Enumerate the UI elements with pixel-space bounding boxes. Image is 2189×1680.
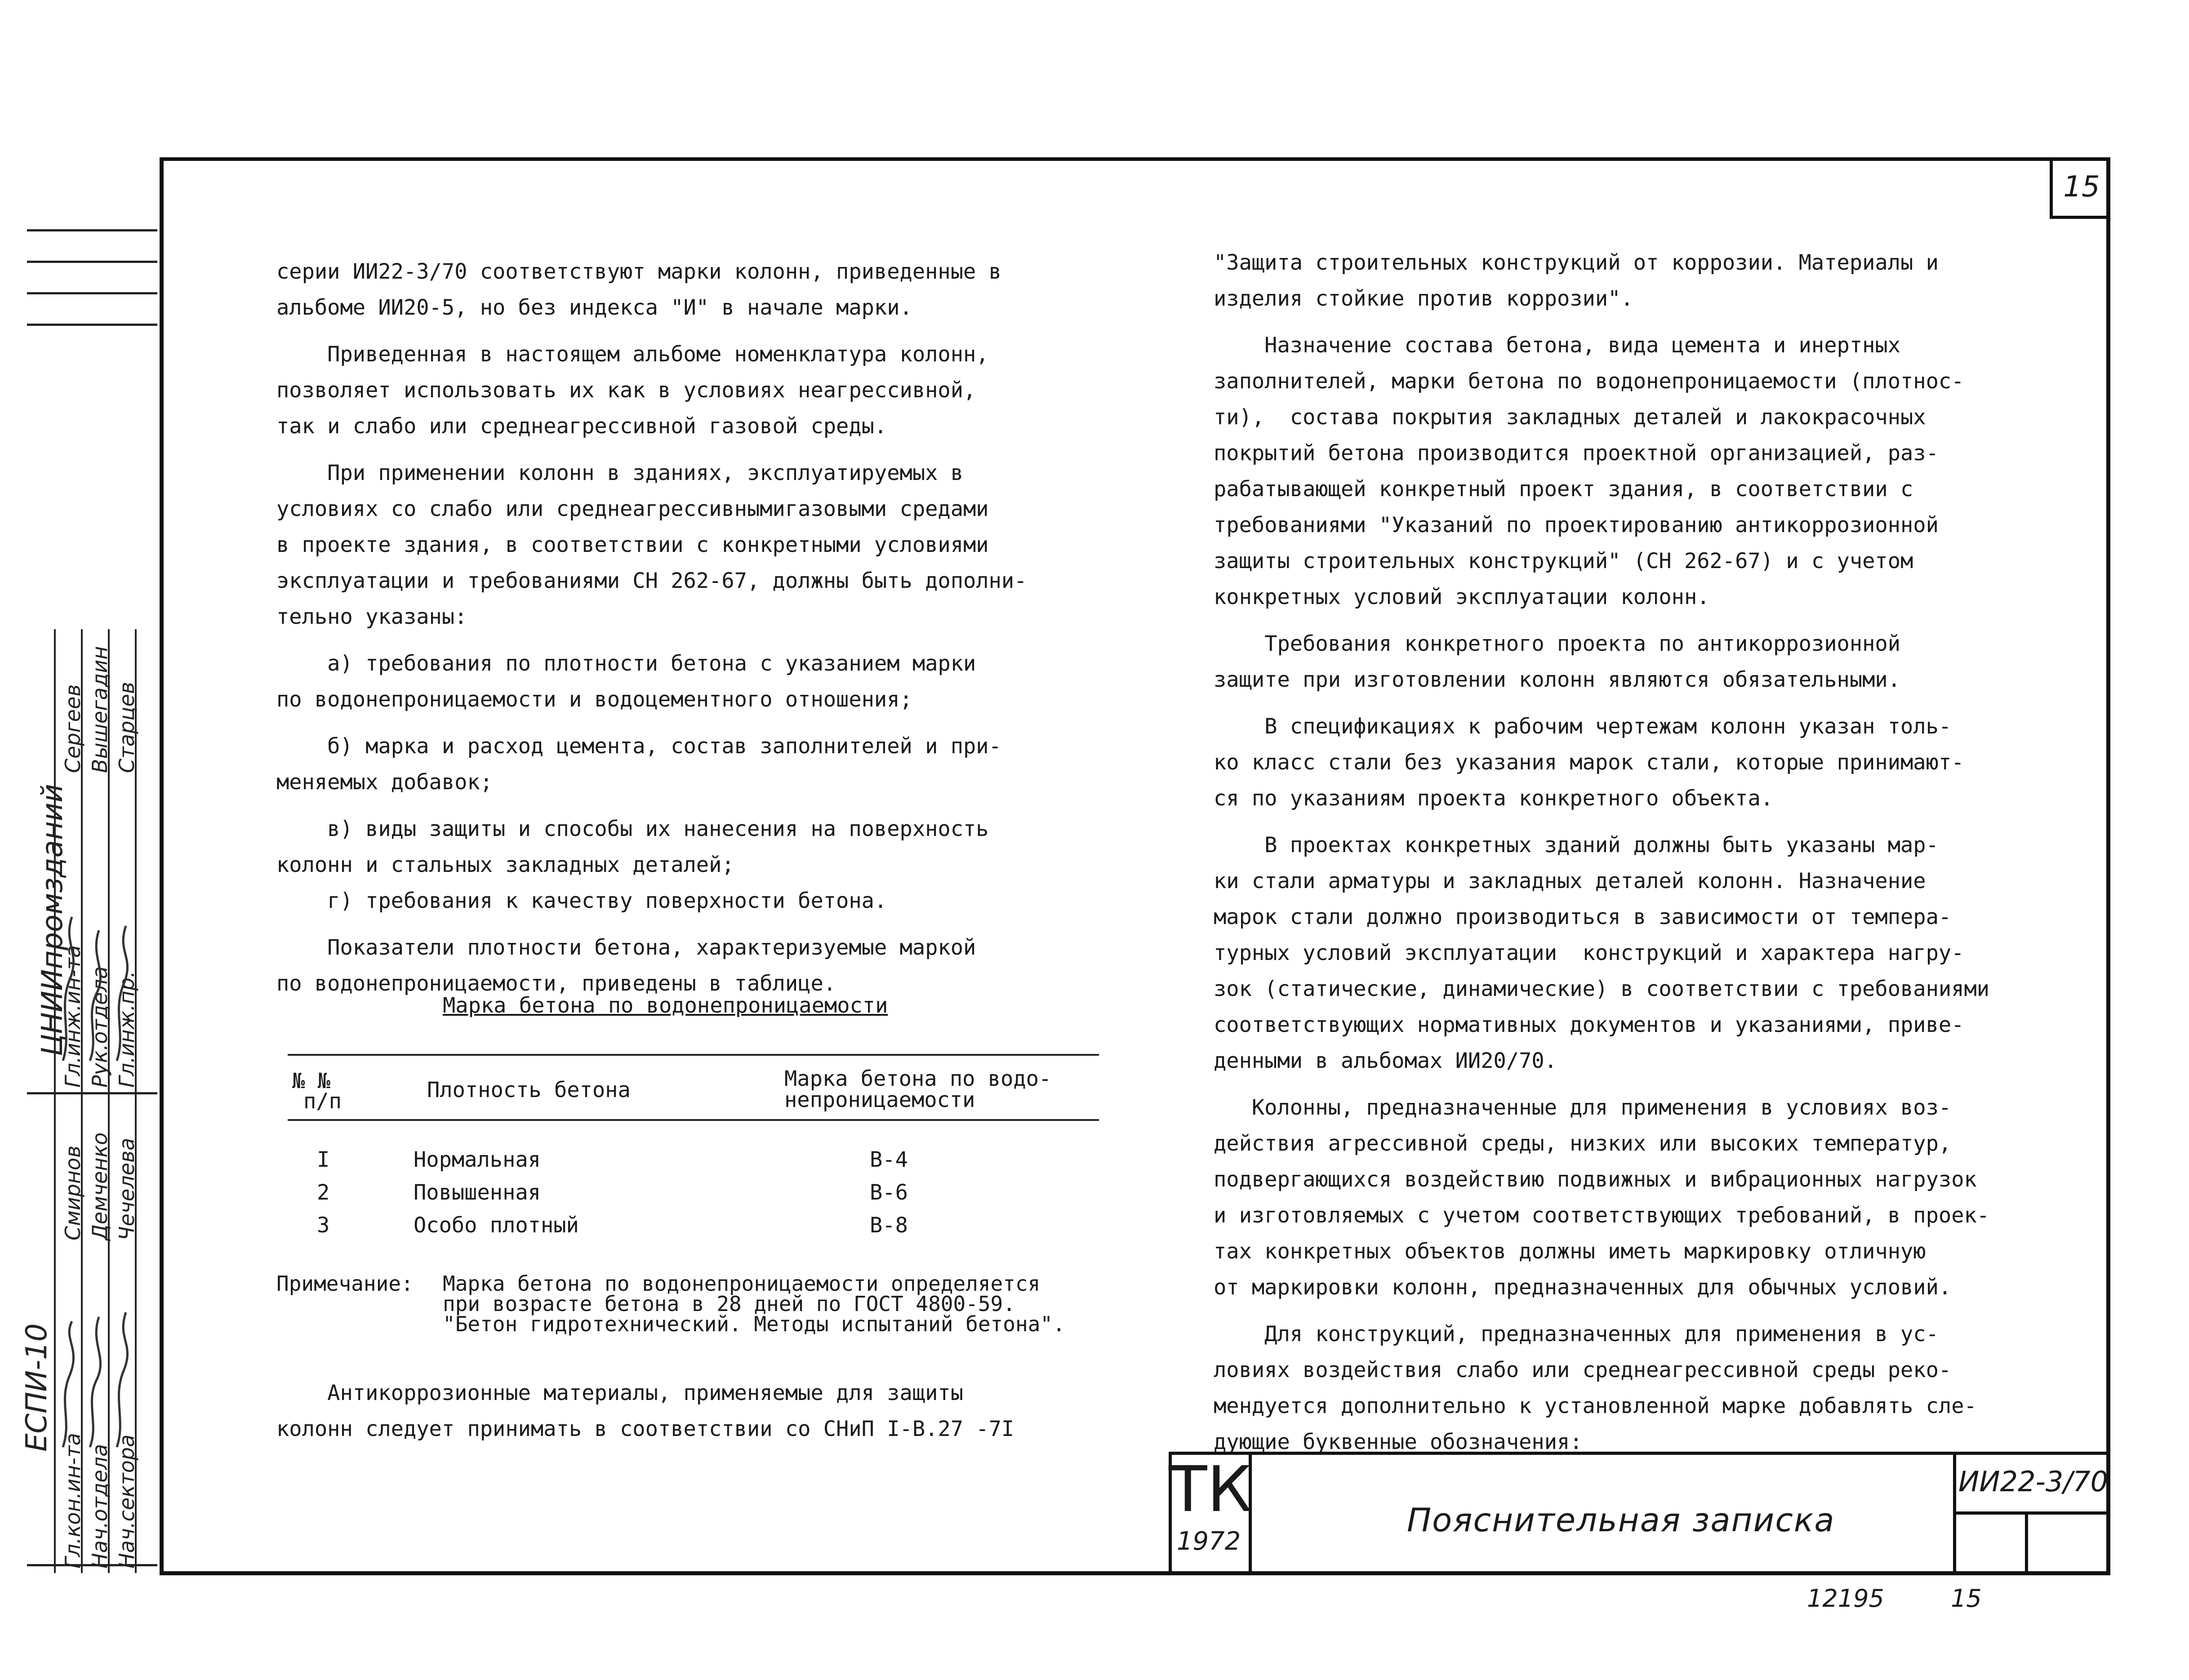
left-line: тельно указаны: [276, 604, 467, 629]
right-line [1214, 1306, 2068, 1316]
stamp-rule [27, 229, 157, 231]
right-line: Требования конкретного проекта по антикоррозионной [1214, 631, 1901, 656]
right-line: мендуется дополнительно к установленной марке добавлять сле- [1214, 1394, 1977, 1418]
left-line: по водонепроницаемости и водоцементного отношения; [276, 687, 912, 712]
tk-year: 1972 [1176, 1527, 1241, 1556]
table-row-3-density: Особо плотный [414, 1213, 579, 1238]
footer-sheet-number: 12195 [1807, 1584, 1884, 1613]
left-line: серии ИИ22-3/70 соответствуют марки колонн, приведенные в [276, 259, 1001, 284]
right-line: дующие буквенные обозначения: [1214, 1430, 1583, 1454]
left-line: меняемых добавок; [276, 770, 493, 795]
right-line: тах конкретных объектов должны иметь маркировку отличную [1214, 1239, 1926, 1264]
right-line: изделия стойкие против коррозии". [1214, 286, 1633, 311]
stamp-rule [27, 261, 157, 263]
stamp-rule [27, 1092, 157, 1094]
right-line: турных условий эксплуатации конструкций и характера нагру- [1214, 941, 1964, 965]
stamp-series: ЕСПИ-10 [20, 1323, 53, 1452]
left-line: так и слабо или среднеагрессивной газовой среды. [276, 414, 887, 439]
right-column [1214, 245, 2068, 1460]
page-number: 15 [2050, 158, 2110, 219]
right-line: марок стали должно производиться в зависимости от темпера- [1214, 905, 1952, 929]
document-code: ИИ22-3/70 [1953, 1452, 2110, 1515]
note-line-3: "Бетон гидротехнический. Методы испытаний бетона". [443, 1312, 1065, 1336]
footer-page: 15 [1951, 1584, 1982, 1613]
left-line: по водонепроницаемости, приведены в таблице. [276, 971, 836, 996]
signature-marks [54, 782, 139, 1074]
right-line: конкретных условий эксплуатации колонн. [1214, 585, 1710, 609]
left-line [276, 800, 1153, 811]
right-line: ловиях воздействия слабо или среднеагрессивной среды реко- [1214, 1358, 1952, 1382]
right-line: требованиями "Указаний по проектированию антикоррозионной [1214, 513, 1939, 538]
left-line: б) марка и расход цемента, состав заполнителей и при- [276, 734, 1001, 759]
table-row-3-grade: В-8 [870, 1213, 908, 1238]
right-line: зок (статические, динамические) в соответствии с требованиями [1214, 977, 1990, 1001]
stamp-rule [27, 324, 157, 326]
right-line: покрытий бетона производится проектной организацией, раз- [1214, 441, 1939, 466]
right-line: Для конструкций, предназначенных для применения в ус- [1214, 1322, 1939, 1347]
left-line: При применении колонн в зданиях, эксплуатируемых в [276, 461, 964, 485]
stamp-role-1: Гл.кон.ин-та [61, 1433, 85, 1569]
table-header-density: Плотность бетона [427, 1078, 631, 1102]
title-block-divider-1 [1953, 1515, 1956, 1575]
table-row-3-num: 3 [317, 1213, 330, 1238]
table-row-2-grade: В-6 [870, 1180, 908, 1205]
note-line-1: Марка бетона по водонепроницаемости определяется [443, 1271, 1041, 1296]
table-header-num-top: № № [292, 1069, 330, 1093]
stamp-name-6: Старцев [115, 681, 139, 773]
table-header-rule [288, 1119, 1099, 1121]
stamp-role-4: Гл.инж.ин-та [61, 945, 85, 1088]
right-line: ся по указаниям проекта конкретного объекта. [1214, 786, 1774, 811]
note-label: Примечание: [276, 1271, 414, 1296]
right-line: Назначение состава бетона, вида цемента и инертных [1214, 333, 1901, 358]
stamp-name-1: Смирнов [61, 1145, 85, 1240]
document-title: Пояснительная записка [1407, 1501, 1835, 1539]
stamp-role-5: Рук.отдела [88, 966, 112, 1088]
stamp-name-3: Чечелева [115, 1138, 139, 1240]
stamp-name-2: Демченко [88, 1132, 112, 1240]
left-bottom-text [276, 1375, 1014, 1447]
table-top-rule [288, 1054, 1099, 1056]
right-line: В спецификациях к рабочим чертежам колонн указан толь- [1214, 714, 1952, 739]
right-line: подвергающихся воздействию подвижных и вибрационных нагрузок [1214, 1167, 1977, 1192]
table-header-grade-top: Марка бетона по водо- [784, 1067, 1052, 1091]
table-header-grade-bottom: непроницаемости [784, 1088, 975, 1112]
right-line: рабатывающей конкретный проект здания, в соответствии с [1214, 477, 1913, 502]
left-line: Показатели плотности бетона, характеризуемые маркой [276, 935, 976, 960]
left-line: позволяет использовать их как в условиях неагрессивной, [276, 378, 976, 403]
right-line: соответствующих нормативных документов и указаниями, приве- [1214, 1013, 1964, 1037]
left-line: в) виды защиты и способы их нанесения на поверхность [276, 817, 989, 841]
stamp-name-4: Сергеев [61, 684, 85, 773]
right-line: действия агрессивной среды, низких или высоких температур, [1214, 1131, 1952, 1156]
stamp-rule [27, 292, 157, 294]
left-line: альбоме ИИ20-5, но без индекса "И" в начале марки. [276, 295, 912, 320]
left-line: условиях со слабо или среднеагрессивнымигазовыми средами [276, 497, 989, 521]
signature-marks [54, 1267, 139, 1456]
left-line: а) требования по плотности бетона с указанием марки [276, 651, 976, 676]
right-line [1214, 1079, 2068, 1090]
left-line: Приведенная в настоящем альбоме номенклатура колонн, [276, 342, 989, 367]
table-row-1-num: I [317, 1147, 330, 1172]
stamp-role-3: Нач.сектора [115, 1434, 139, 1569]
left-column [276, 254, 1153, 1002]
right-line: заполнителей, марки бетона по водонепроницаемости (плотнос- [1214, 369, 1964, 394]
left-line [276, 326, 1153, 337]
table-header-num-bottom: п/п [303, 1089, 342, 1114]
left-line [276, 718, 1153, 729]
left-line [276, 444, 1153, 455]
right-line: ти), состава покрытия закладных деталей и лакокрасочных [1214, 405, 1926, 430]
left-line: в проекте здания, в соответствии с конкретными условиями [276, 533, 989, 557]
right-line: ко класс стали без указания марок стали, которые принимают- [1214, 750, 1964, 775]
bottom-line: колонн следует принимать в соответствии со СНиП I-В.27 -7I [276, 1417, 1014, 1441]
table-row-2-density: Повышенная [414, 1180, 541, 1205]
table-row-1-grade: В-4 [870, 1147, 908, 1172]
right-line: денными в альбомах ИИ20/70. [1214, 1049, 1557, 1073]
right-line: защите при изготовлении колонн являются обязательными. [1214, 667, 1901, 692]
left-line: колонн и стальных закладных деталей; [276, 853, 734, 877]
left-line: эксплуатации и требованиями СН 262-67, должны быть дополни- [276, 569, 1027, 593]
left-line: г) требования к качеству поверхности бетона. [276, 889, 887, 913]
right-line: В проектах конкретных зданий должны быть указаны мар- [1214, 833, 1939, 858]
stamp-organization: ЦНИИпромзданий [36, 784, 69, 1056]
right-line: Колонны, предназначенные для применения в условиях воз- [1214, 1095, 1952, 1120]
table-row-2-num: 2 [317, 1180, 330, 1205]
table-row-1-density: Нормальная [414, 1147, 541, 1172]
right-line: защиты строительных конструкций" (СН 262-67) и с учетом [1214, 549, 1913, 573]
right-line: от маркировки колонн, предназначенных для обычных условий. [1214, 1275, 1952, 1300]
title-block-tk [1169, 1452, 1252, 1575]
right-line [1214, 698, 2068, 709]
stamp-name-5: Вышегадин [88, 646, 112, 773]
right-line [1214, 615, 2068, 626]
stamp-role-6: Гл.инж.пр. [115, 971, 139, 1088]
left-line [276, 919, 1153, 930]
note-line-2: при возрасте бетона в 28 дней по ГОСТ 4800-59. [443, 1292, 1015, 1316]
right-line: и изготовляемых с учетом соответствующих требований, в проек- [1214, 1203, 1990, 1228]
right-line [1214, 817, 2068, 827]
title-block-divider-2 [2025, 1515, 2028, 1575]
right-line [1214, 317, 2068, 328]
stamp-role-2: Нач.отдела [88, 1444, 112, 1569]
right-line: "Защита строительных конструкций от коррозии. Материалы и [1214, 250, 1939, 275]
bottom-line: Антикоррозионные материалы, применяемые для защиты [276, 1381, 964, 1405]
left-line [276, 635, 1153, 646]
tk-label: ТК [1169, 1453, 1252, 1526]
right-line: ки стали арматуры и закладных деталей колонн. Назначение [1214, 869, 1926, 893]
table-title: Марка бетона по водонепроницаемости [443, 993, 888, 1018]
